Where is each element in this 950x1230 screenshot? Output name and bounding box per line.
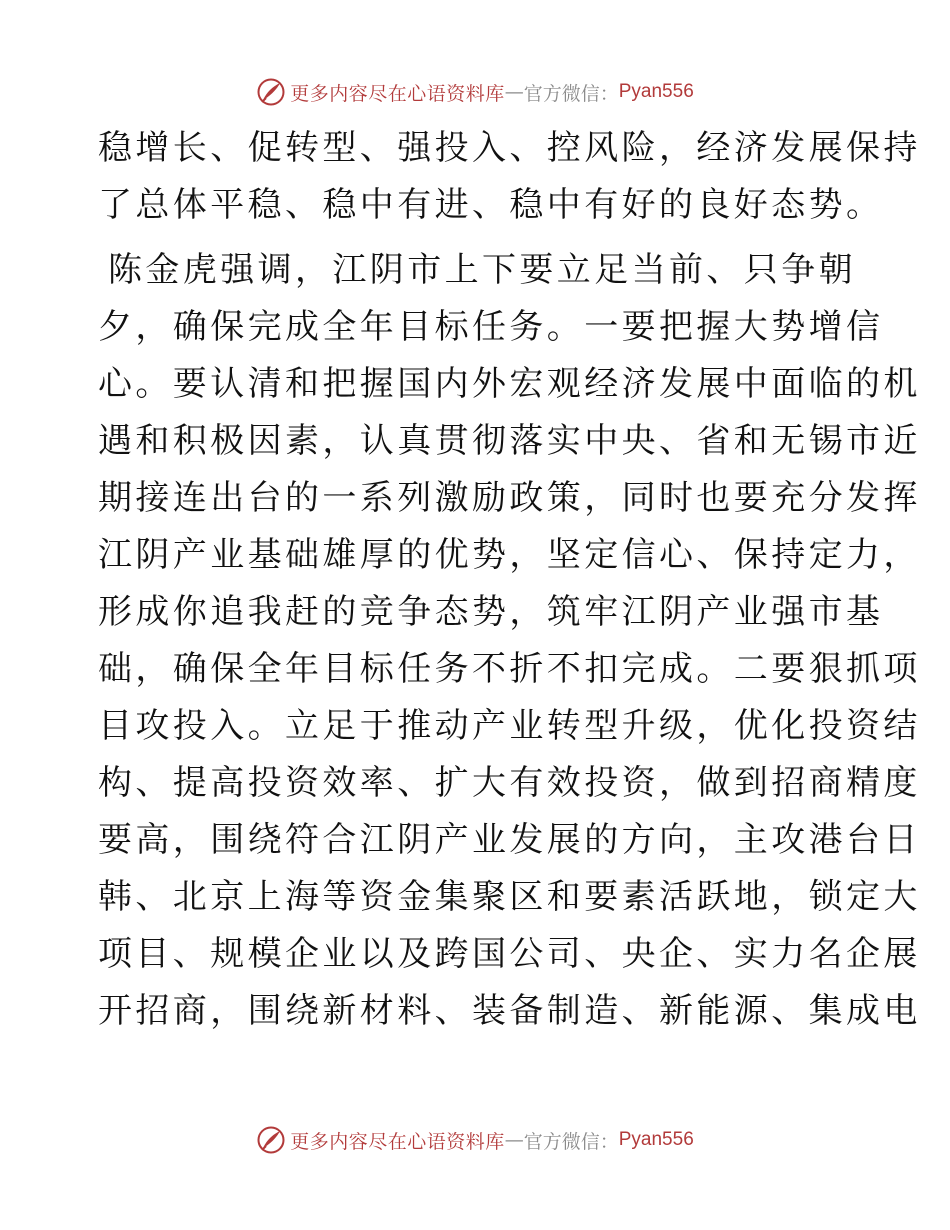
document-body (98, 120, 921, 1040)
text-line: 心。要认清和把握国内外宏观经济发展中面临的机 (98, 364, 921, 404)
banner-wechat-id: Pyan556 (618, 81, 694, 102)
text-line: 夕，确保完成全年目标任务。一要把握大势增信 (98, 307, 884, 347)
paragraph-1 (98, 120, 921, 234)
text-line: 础，确保全年目标任务不折不扣完成。二要狠抓项 (98, 649, 921, 689)
paragraph-2 (98, 242, 921, 1040)
banner-wechat-label: 官方微信： (523, 1130, 619, 1153)
text-line: 开招商，围绕新材料、装备制造、新能源、集成电 (98, 991, 921, 1031)
banner-wechat-id: Pyan556 (618, 1129, 694, 1150)
text-line: 期接连出台的一系列激励政策，同时也要充分发挥 (98, 478, 921, 518)
header-banner (0, 72, 950, 112)
banner-separator: — (504, 1129, 524, 1151)
text-line: 韩、北京上海等资金集聚区和要素活跃地，锁定大 (98, 877, 921, 917)
footer-banner (0, 1120, 950, 1160)
text-line: 形成你追我赶的竞争态势，筑牢江阴产业强市基 (98, 592, 884, 632)
banner-wechat-label: 官方微信： (523, 82, 619, 105)
text-line: 稳增长、促转型、强投入、控风险，经济发展保持 (98, 128, 921, 168)
text-line: 了总体平稳、稳中有进、稳中有好的良好态势。 (98, 185, 884, 225)
text-line: 江阴产业基础雄厚的优势，坚定信心、保持定力， (98, 535, 921, 575)
banner-title: 更多内容尽在心语资料库 (290, 1130, 505, 1153)
banner-title: 更多内容尽在心语资料库 (290, 82, 505, 105)
text-line: 遇和积极因素，认真贯彻落实中央、省和无锡市近 (98, 421, 921, 461)
quill-pen-logo-icon (256, 77, 286, 107)
text-line: 项目、规模企业以及跨国公司、央企、实力名企展 (98, 934, 921, 974)
text-line: 要高，围绕符合江阴产业发展的方向，主攻港台日 (98, 820, 921, 860)
text-line: 构、提高投资效率、扩大有效投资，做到招商精度 (98, 763, 921, 803)
text-line: 陈金虎强调，江阴市上下要立足当前、只争朝 (108, 250, 856, 290)
quill-pen-logo-icon (256, 1125, 286, 1155)
text-line: 目攻投入。立足于推动产业转型升级，优化投资结 (98, 706, 921, 746)
banner-separator: — (504, 81, 524, 103)
